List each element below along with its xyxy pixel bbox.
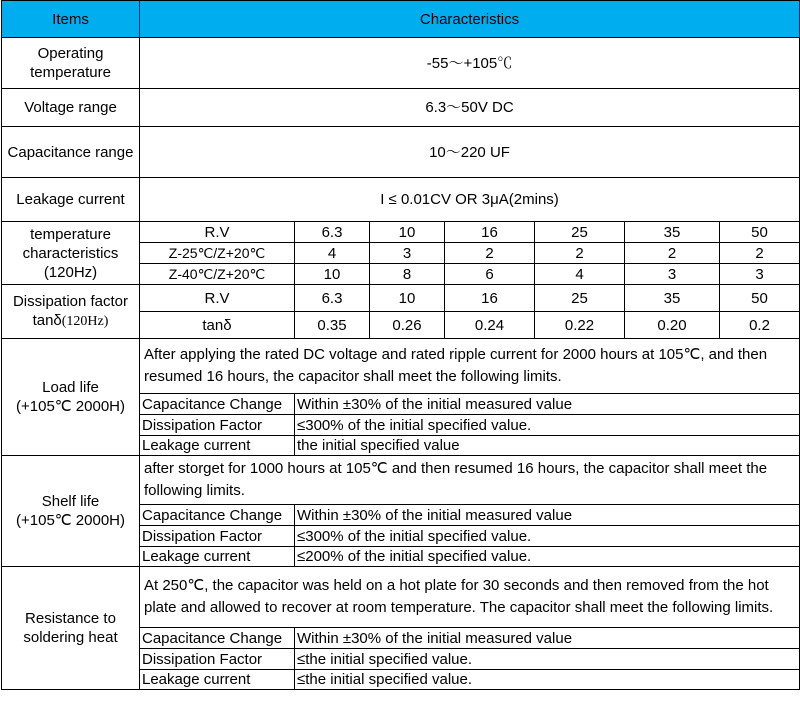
shelf-life-description: after storget for 1000 hours at 105℃ and then resumed 16 hours, the capacitor shall meet the following limits. [140,456,800,505]
limit-value: the initial specified value [295,436,800,456]
capacitance-range-label: Capacitance range [2,127,140,178]
limit-name: Capacitance Change [140,505,295,526]
df-rv-label: R.V [140,285,295,312]
temp-rv-value: 35 [625,222,720,243]
load-life-desc-row [2,339,800,394]
capacitance-range-row [2,127,800,178]
soldering-desc-row [2,567,800,628]
limit-name: Dissipation Factor [140,649,295,670]
leakage-current-label: Leakage current [2,178,140,222]
limit-name: Leakage current [140,436,295,456]
limit-name: Capacitance Change [140,628,295,649]
limit-value: ≤300% of the initial specified value. [295,415,800,436]
temp-rv-value: 10 [370,222,445,243]
load-life-condition: (+105℃ 2000H) [16,398,125,415]
temp-z40-value: 3 [720,264,800,285]
temp-z40-value: 3 [625,264,720,285]
shelf-life-condition: (+105℃ 2000H) [16,512,125,529]
spec-table [1,0,800,690]
operating-temperature-label: Operating temperature [2,38,140,89]
df-header-row [2,285,800,312]
soldering-description: At 250℃, the capacitor was held on a hot plate for 30 seconds and then removed from the hot plate and allowed to recover at room temperature. The capacitor shall meet the following limits. [140,567,800,628]
df-tan-value: 0.20 [625,312,720,339]
limit-name: Leakage current [140,547,295,567]
temp-z40-value: 6 [445,264,535,285]
dissipation-factor-label [2,285,140,339]
limit-name: Dissipation Factor [140,415,295,436]
voltage-range-value: 6.3～50V DC [140,89,800,127]
temp-z25-label: Z-25℃/Z+20℃ [140,243,295,264]
shelf-life-desc-row [2,456,800,505]
limit-value: Within ±30% of the initial measured value [295,628,800,649]
df-tan-value: 0.35 [295,312,370,339]
df-tan-value: 0.24 [445,312,535,339]
temp-z40-value: 4 [535,264,625,285]
temp-z40-value: 8 [370,264,445,285]
limit-value: ≤200% of the initial specified value. [295,547,800,567]
df-tan-value: 0.2 [720,312,800,339]
operating-temperature-row [2,38,800,89]
temperature-characteristics-label: temperature characteristics (120Hz) [2,222,140,285]
header-row [2,1,800,38]
leakage-current-value: I ≤ 0.01CV OR 3μA(2mins) [140,178,800,222]
limit-value: ≤the initial specified value. [295,670,800,690]
temp-rv-value: 6.3 [295,222,370,243]
temp-z25-value: 2 [535,243,625,264]
dissipation-factor-title: Dissipation factor [12,293,129,310]
temp-rv-value: 16 [445,222,535,243]
temp-z25-value: 3 [370,243,445,264]
temp-z25-value: 2 [445,243,535,264]
temp-rv-value: 25 [535,222,625,243]
leakage-current-row [2,178,800,222]
df-tan-value: 0.22 [535,312,625,339]
operating-temperature-value: -55～+105℃ [140,38,800,89]
load-life-title: Load life [42,379,99,396]
shelf-life-label [2,456,140,567]
temp-z40-value: 10 [295,264,370,285]
dissipation-factor-unit: tanδ [32,312,62,329]
header-items: Items [2,1,140,38]
limit-name: Leakage current [140,670,295,690]
dissipation-factor-freq: (120Hz) [61,314,109,329]
limit-value: Within ±30% of the initial measured value [295,505,800,526]
voltage-range-row [2,89,800,127]
soldering-title-line2: soldering heat [23,629,118,646]
df-rv-value: 10 [370,285,445,312]
df-rv-value: 35 [625,285,720,312]
soldering-title: Resistance to [25,610,116,627]
load-life-description: After applying the rated DC voltage and rated ripple current for 2000 hours at 105℃, and then resumed 16 hours, the capacitor shall meet the following limits. [140,339,800,394]
df-tan-value: 0.26 [370,312,445,339]
df-rv-value: 16 [445,285,535,312]
temp-rv-label: R.V [140,222,295,243]
limit-value: ≤300% of the initial specified value. [295,526,800,547]
limit-name: Dissipation Factor [140,526,295,547]
shelf-life-title: Shelf life [41,493,100,510]
temp-z25-value: 4 [295,243,370,264]
df-rv-value: 50 [720,285,800,312]
df-rv-value: 25 [535,285,625,312]
capacitance-range-value: 10～220 UF [140,127,800,178]
soldering-label [2,567,140,690]
temp-header-row [2,222,800,243]
temp-rv-value: 50 [720,222,800,243]
header-characteristics: Characteristics [140,1,800,38]
temp-z25-value: 2 [625,243,720,264]
temp-z40-label: Z-40℃/Z+20℃ [140,264,295,285]
temp-z25-value: 2 [720,243,800,264]
limit-name: Capacitance Change [140,394,295,415]
df-tan-label: tanδ [140,312,295,339]
load-life-label [2,339,140,456]
df-rv-value: 6.3 [295,285,370,312]
limit-value: Within ±30% of the initial measured value [295,394,800,415]
limit-value: ≤the initial specified value. [295,649,800,670]
voltage-range-label: Voltage range [2,89,140,127]
